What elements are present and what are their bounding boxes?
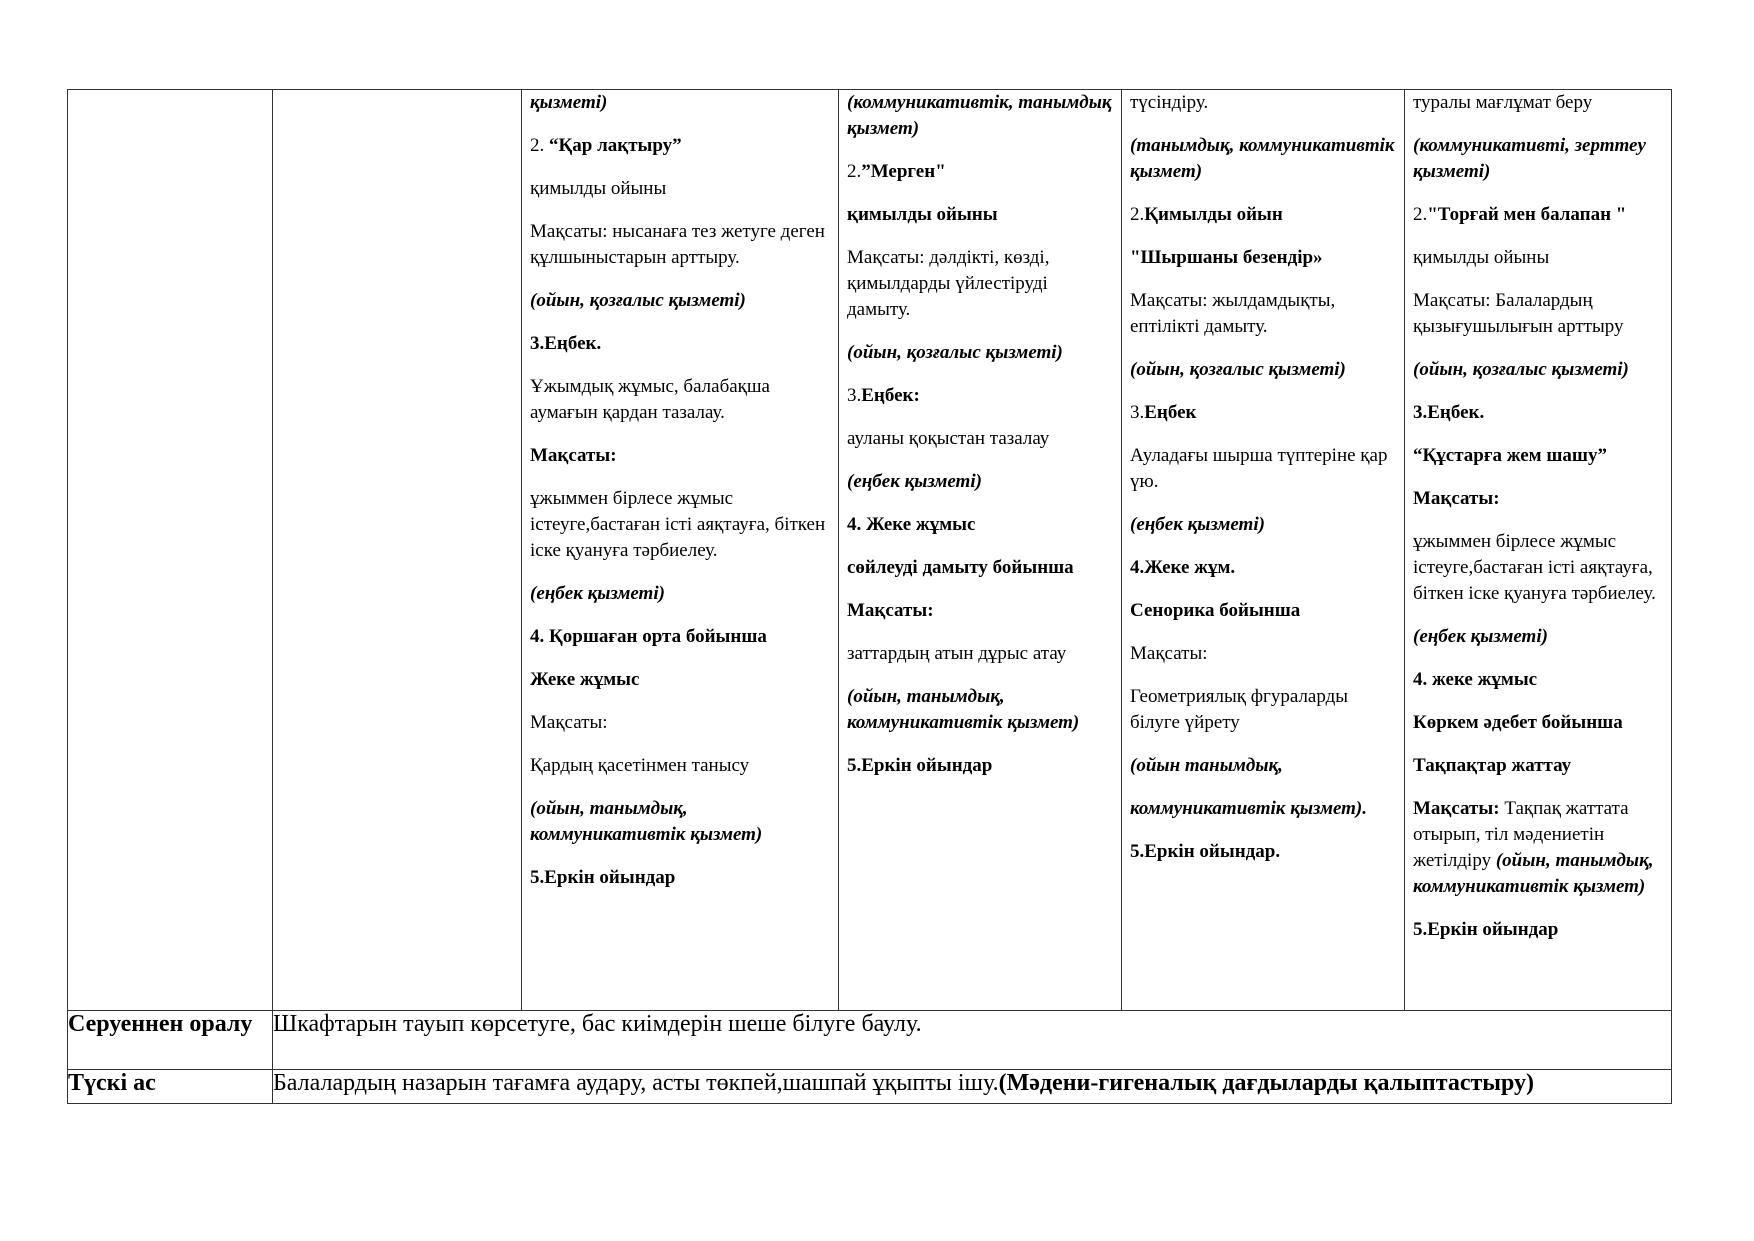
- text-run: Еңбек: [1144, 402, 1197, 423]
- cell-paragraph: 4. Жеке жұмыс: [847, 514, 976, 535]
- cell-paragraph: Қардың қасетінмен танысу: [530, 755, 750, 776]
- label-cell-empty: [68, 90, 273, 1011]
- cell-paragraph: 5.Еркін ойындар.: [1130, 841, 1281, 862]
- cell-paragraph: Мақсаты:: [1413, 488, 1500, 509]
- cell-content: [522, 90, 838, 891]
- cell-paragraph: Ұжымдық жұмыс, балабақша аумағын қардан тазалау.: [530, 376, 770, 423]
- cell-paragraph: (ойын, танымдық, коммуникативтік қызмет): [847, 686, 1080, 733]
- cell-content: [1405, 90, 1671, 943]
- text-run: Еңбек:: [861, 385, 920, 406]
- cell-paragraph: сөйлеуді дамыту бойынша: [847, 557, 1074, 578]
- cell-paragraph: (коммуникативтік, танымдық қызмет): [847, 92, 1112, 139]
- cell-paragraph: (ойын, қозғалыс қызметі): [1413, 359, 1629, 380]
- text-run: 2.: [1413, 204, 1428, 225]
- cell-paragraph: 5.Еркін ойындар: [1413, 919, 1559, 940]
- row-text-bold: (Мәдени-гигеналық дағдыларды қалыптастыру): [998, 1070, 1535, 1096]
- text-run: Мақсаты:: [1413, 798, 1500, 819]
- cell-paragraph: қимылды ойыны: [530, 178, 667, 199]
- text-run: 3.: [1130, 402, 1145, 423]
- cell-paragraph: заттардың атын дұрыс атау: [847, 643, 1067, 664]
- row-text: [273, 1070, 1672, 1104]
- return-from-walk-row: [68, 1011, 1672, 1070]
- cell-paragraph: Сенорика бойынша: [1130, 600, 1301, 621]
- cell-paragraph: [530, 133, 830, 159]
- row-label: Серуеннен оралу: [68, 1011, 273, 1070]
- cell-paragraph: Мақсаты:: [1130, 643, 1208, 664]
- day-column-4: [839, 90, 1122, 1011]
- cell-paragraph: 5.Еркін ойындар: [530, 867, 676, 888]
- cell-paragraph: қимылды ойыны: [1413, 247, 1550, 268]
- row-text-regular: Балалардың назарын тағамға аудару, асты төкпей,шашпай ұқыпты ішу.: [273, 1070, 999, 1096]
- text-run: 3.: [847, 385, 862, 406]
- cell-paragraph: Геометриялық фгураларды білуге үйрету: [1130, 686, 1349, 733]
- cell-paragraph: Көркем әдебет бойынша: [1413, 712, 1623, 733]
- cell-paragraph: Мақсаты:: [530, 445, 617, 466]
- cell-paragraph: Мақсаты: Балалардың қызығушылығын арттыру: [1413, 290, 1624, 337]
- cell-paragraph: ұжыммен бірлесе жұмыс істеуге,бастаған істі аяқтауға, біткен іске қуануға тәрбиелеу.: [1413, 531, 1656, 604]
- cell-paragraph: ұжыммен бірлесе жұмыс істеуге,бастаған істі аяқтауға, біткен іске қуануға тәрбиелеу.: [530, 488, 826, 561]
- cell-paragraph: (ойын, қозғалыс қызметі): [530, 290, 746, 311]
- cell-paragraph: [1130, 400, 1396, 426]
- cell-paragraph: туралы мағлұмат беру: [1413, 92, 1593, 113]
- cell-paragraph: (коммуникативті, зерттеу қызметі): [1413, 135, 1646, 182]
- cell-paragraph: (еңбек қызметі): [530, 583, 665, 604]
- cell-paragraph: (еңбек қызметі): [1130, 514, 1265, 535]
- cell-content: [1122, 90, 1404, 865]
- cell-paragraph: түсіндіру.: [1130, 92, 1209, 113]
- cell-paragraph: қызметі): [530, 92, 608, 113]
- cell-paragraph: 5.Еркін ойындар: [847, 755, 993, 776]
- day-column-6: [1405, 90, 1672, 1011]
- cell-paragraph: Ауладағы шырша түптеріне қар үю.: [1130, 445, 1388, 492]
- cell-paragraph: коммуникативтік қызмет).: [1130, 798, 1367, 819]
- lunch-row: [68, 1070, 1672, 1104]
- cell-paragraph: Мақсаты: жылдамдықты, ептілікті дамыту.: [1130, 290, 1336, 337]
- cell-paragraph: [1413, 796, 1663, 900]
- text-run: 2.: [1130, 204, 1145, 225]
- cell-paragraph: Тақпақтар жаттау: [1413, 755, 1572, 776]
- cell-paragraph: Жеке жұмыс: [530, 669, 640, 690]
- cell-paragraph: (ойын танымдық,: [1130, 755, 1283, 776]
- cell-paragraph: (ойын, танымдық, коммуникативтік қызмет): [530, 798, 763, 845]
- cell-paragraph: (еңбек қызметі): [1413, 626, 1548, 647]
- cell-paragraph: (танымдық, коммуникативтік қызмет): [1130, 135, 1395, 182]
- row-text: Шкафтарын тауып көрсетуге, бас киімдерін шеше білуге баулу.: [273, 1011, 1672, 1070]
- cell-paragraph: [847, 383, 1113, 409]
- text-run: 2.: [530, 135, 549, 156]
- cell-paragraph: ауланы қоқыстан тазалау: [847, 428, 1050, 449]
- cell-paragraph: 3.Еңбек.: [1413, 402, 1485, 423]
- cell-paragraph: [847, 159, 1113, 185]
- cell-paragraph: Мақсаты:: [847, 600, 934, 621]
- cell-paragraph: (ойын, қозғалыс қызметі): [1130, 359, 1346, 380]
- cell-paragraph: (еңбек қызметі): [847, 471, 982, 492]
- cell-paragraph: Мақсаты:: [530, 712, 608, 733]
- cell-paragraph: (ойын, қозғалыс қызметі): [847, 342, 1063, 363]
- text-run: ”Мерген": [861, 161, 946, 182]
- text-run: 2.: [847, 161, 862, 182]
- cell-content: [839, 90, 1121, 779]
- cell-paragraph: [1413, 202, 1663, 228]
- cell-paragraph: қимылды ойыны: [847, 204, 998, 225]
- empty-cell: [273, 90, 522, 1011]
- cell-paragraph: 4. Қоршаған орта бойынша: [530, 626, 767, 647]
- day-column-3: [522, 90, 839, 1011]
- cell-paragraph: 4. жеке жұмыс: [1413, 669, 1538, 690]
- plan-table: [67, 89, 1672, 1104]
- cell-paragraph: 4.Жеке жұм.: [1130, 557, 1236, 578]
- cell-paragraph: [1130, 202, 1396, 228]
- cell-paragraph: 3.Еңбек.: [530, 333, 602, 354]
- cell-paragraph: "Шыршаны безендір»: [1130, 247, 1323, 268]
- text-run: “Қар лақтыру”: [549, 135, 682, 156]
- text-run: "Торғай мен балапан ": [1427, 204, 1627, 225]
- activities-row: [68, 90, 1672, 1011]
- text-run: Қимылды ойын: [1144, 204, 1283, 225]
- row-label: Түскі ас: [68, 1070, 273, 1104]
- text-run: Тақпақ жаттата отырып, тіл мәдениетін жетілдіру: [1413, 798, 1629, 871]
- text-run: (ойын, танымдық, коммуникативтік қызмет): [1413, 850, 1654, 897]
- cell-paragraph: “Құстарға жем шашу”: [1413, 445, 1607, 466]
- day-column-5: [1122, 90, 1405, 1011]
- cell-paragraph: Мақсаты: нысанаға тез жетуге деген құлшыныстарын арттыру.: [530, 221, 825, 268]
- cell-paragraph: Мақсаты: дәлдікті, көзді, қимылдарды үйлестіруді дамыту.: [847, 247, 1050, 320]
